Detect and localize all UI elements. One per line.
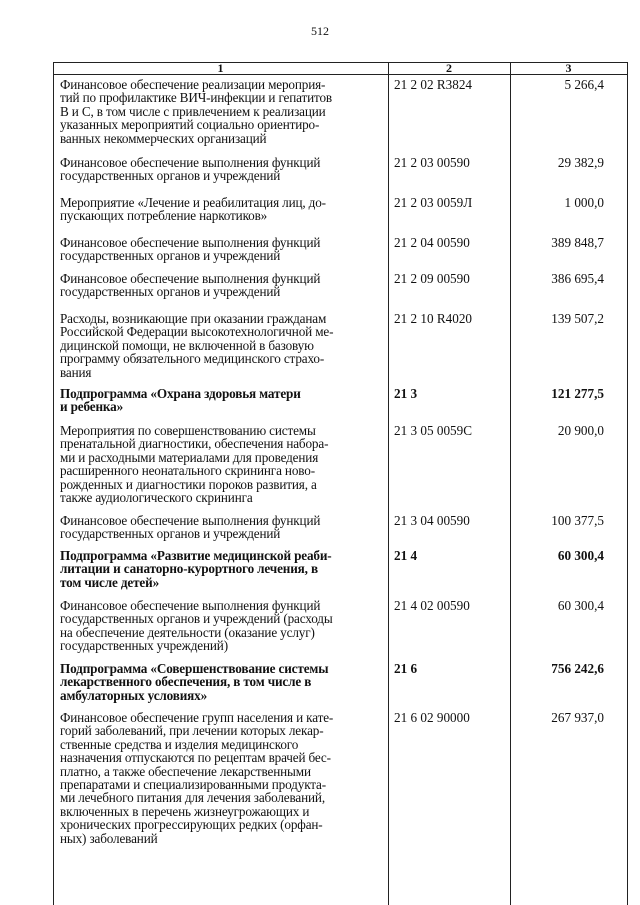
row-code: 21 4 [394,548,418,563]
row-amount: 60 300,4 [557,598,604,613]
column-divider-2 [510,62,511,905]
row-code: 21 3 [394,386,418,401]
row-description: Мероприятия по совершенствованию системы пренатальной диагностики, обеспечения набора- ми и расходными материалами для проведения расширенного неонатального скрининга ново- рожденных и диагностики пороков развития, а также аудиологического скрининга [60,423,329,506]
row-code: 21 4 02 00590 [394,598,470,613]
row-amount: 389 848,7 [551,235,604,250]
row-amount: 60 300,4 [557,548,604,563]
header-bottom-border [53,74,627,75]
row-description: Финансовое обеспечение групп населения и кате- горий заболеваний, при лечении которых лекар- ственные средства и изделия медицинского назначения отпускаются по рецептам врачей бес- платно, а также обеспечение лекарственными препаратами и специализированными продукта- ми лечебного питания для лечения заболеваний, включенных в перечень жизнеугрожающих и хронических прогрессирующих редких (орфан- ных) заболеваний [60,710,334,846]
row-amount: 139 507,2 [551,311,604,326]
row-description: Финансовое обеспечение реализации мероприя- тий по профилактике ВИЧ-инфекции и гепатитов В и С, в том числе с привлечением к реализации указанных мероприятий социально ориентиро- ванных некоммерческих организаций [60,77,332,146]
row-description: Подпрограмма «Развитие медицинской реаби- литации и санаторно-курортного лечения, в том числе детей» [60,548,332,590]
header-col-3: 3 [565,61,572,75]
row-amount: 267 937,0 [551,710,604,725]
row-code: 21 2 10 R4020 [394,311,473,326]
row-description: Мероприятие «Лечение и реабилитация лиц, до- пускающих потребление наркотиков» [60,195,326,224]
row-amount: 5 266,4 [564,77,604,92]
row-description: Финансовое обеспечение выполнения функций государственных органов и учреждений [60,271,321,300]
page-number: 512 [311,24,329,38]
table-left-border [53,62,54,905]
column-divider-1 [388,62,389,905]
row-description: Финансовое обеспечение выполнения функций государственных органов и учреждений [60,235,321,264]
row-amount: 100 377,5 [551,513,604,528]
row-description: Финансовое обеспечение выполнения функций государственных органов и учреждений [60,155,321,184]
row-description: Подпрограмма «Совершенствование системы лекарственного обеспечения, в том числе в амбулаторных условиях» [60,661,329,703]
row-amount: 121 277,5 [551,386,604,401]
row-amount: 756 242,6 [551,661,604,676]
row-code: 21 2 04 00590 [394,235,470,250]
row-code: 21 3 05 0059С [394,423,473,438]
row-code: 21 2 09 00590 [394,271,470,286]
row-amount: 1 000,0 [564,195,604,210]
row-description: Подпрограмма «Охрана здоровья матери и ребенка» [60,386,301,415]
row-code: 21 6 [394,661,418,676]
header-col-2: 2 [446,61,452,75]
row-description: Финансовое обеспечение выполнения функций государственных органов и учреждений [60,513,321,542]
row-amount: 20 900,0 [557,423,604,438]
row-code: 21 2 03 0059Л [394,195,473,210]
row-code: 21 3 04 00590 [394,513,470,528]
header-col-1: 1 [217,61,224,75]
row-description: Расходы, возникающие при оказании гражданам Российской Федерации высокотехнологичной ме- дицинской помощи, не включенной в базовую программу обязательного медицинского страхо- вания [60,311,334,380]
row-code: 21 6 02 90000 [394,710,470,725]
row-description: Финансовое обеспечение выполнения функций государственных органов и учреждений (расходы на обеспечение деятельности (оказание услуг) государственных учреждений) [60,598,333,654]
table-right-border [627,62,628,905]
row-amount: 29 382,9 [557,155,604,170]
row-amount: 386 695,4 [551,271,604,286]
row-code: 21 2 03 00590 [394,155,470,170]
row-code: 21 2 02 R3824 [394,77,473,92]
